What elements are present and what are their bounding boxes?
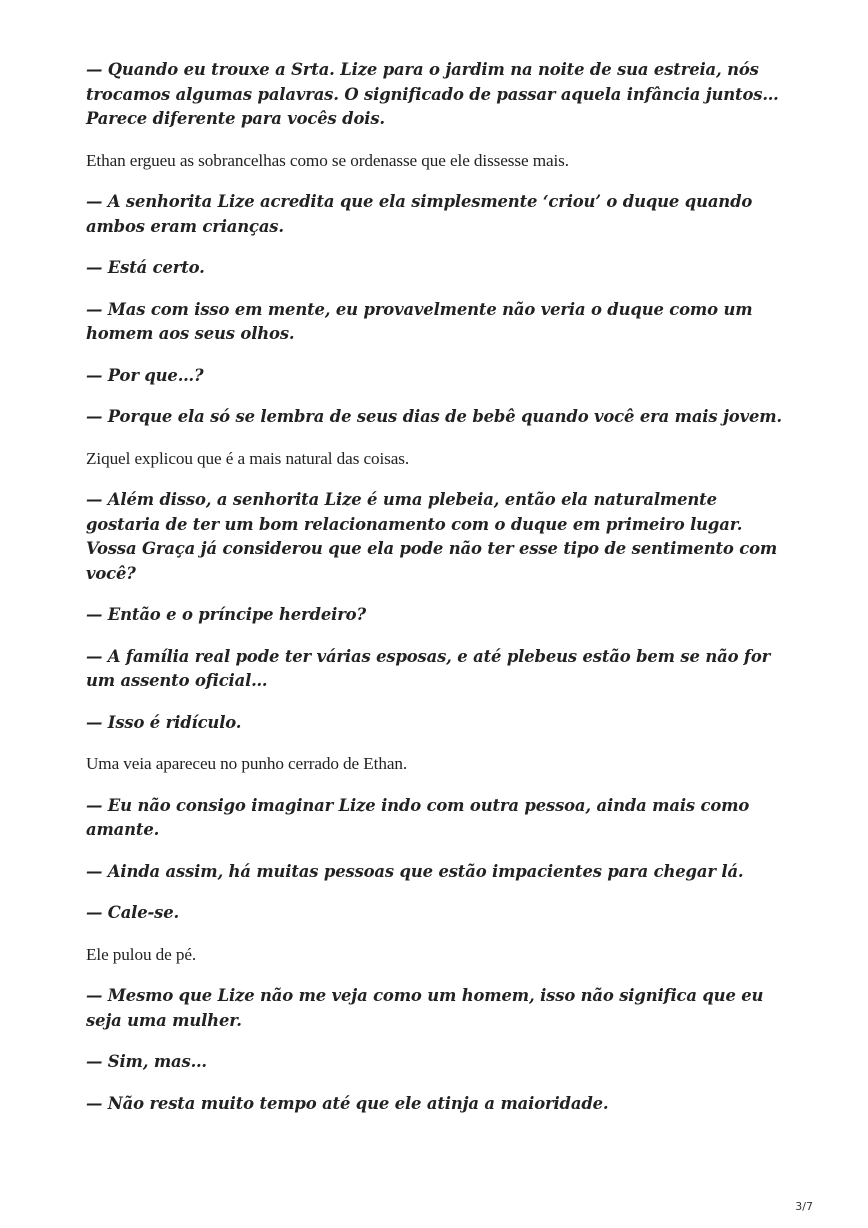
narration-paragraph: Uma veia apareceu no punho cerrado de Ethan. — [86, 754, 408, 773]
dialogue-paragraph: — Ainda assim, há muitas pessoas que estão impacientes para chegar lá. — [86, 861, 744, 881]
dialogue-paragraph: — Mesmo que Lize não me veja como um homem, isso não significa que eu seja uma mulher. — [86, 986, 764, 1030]
document-page — [86, 58, 786, 1133]
dialogue-paragraph: — Isso é ridículo. — [86, 712, 242, 732]
dialogue-paragraph: — Não resta muito tempo até que ele atinja a maioridade. — [86, 1093, 609, 1113]
dialogue-paragraph: — Eu não consigo imaginar Lize indo com outra pessoa, ainda mais como amante. — [86, 795, 750, 839]
narration-paragraph: Ele pulou de pé. — [86, 944, 197, 964]
dialogue-paragraph: — Cale-se. — [86, 903, 180, 922]
page-number: 3/7 — [795, 1200, 813, 1213]
narration-paragraph: Ethan ergueu as sobrancelhas como se ordenasse que ele dissesse mais. — [86, 150, 569, 170]
narration-paragraph: Ziquel explicou que é a mais natural das coisas. — [86, 448, 410, 468]
dialogue-paragraph: — Porque ela só se lembra de seus dias de bebê quando você era mais jovem. — [86, 407, 782, 426]
dialogue-paragraph: — Por que…? — [86, 365, 204, 385]
dialogue-paragraph: — A família real pode ter várias esposas, e até plebeus estão bem se não for um assento oficial… — [86, 646, 771, 690]
dialogue-paragraph: — Além disso, a senhorita Lize é uma plebeia, então ela naturalmente gostaria de ter um bom relacionamento com o duque em primeiro lugar. Vossa Graça já considerou que ela pode não ter esse tipo de sentimento com você? — [86, 490, 778, 583]
dialogue-paragraph: — Então e o príncipe herdeiro? — [86, 605, 366, 624]
dialogue-paragraph: — A senhorita Lize acredita que ela simplesmente ‘criou’ o duque quando ambos eram crianças. — [86, 192, 753, 236]
dialogue-paragraph: — Mas com isso em mente, eu provavelmente não veria o duque como um homem aos seus olhos. — [86, 299, 753, 343]
dialogue-paragraph: — Sim, mas… — [86, 1052, 207, 1071]
dialogue-paragraph: — Está certo. — [86, 258, 205, 277]
dialogue-paragraph: — Quando eu trouxe a Srta. Lize para o jardim na noite de sua estreia, nós trocamos algumas palavras. O significado de passar aquela infância juntos… Parece diferente para vocês dois. — [86, 60, 779, 128]
